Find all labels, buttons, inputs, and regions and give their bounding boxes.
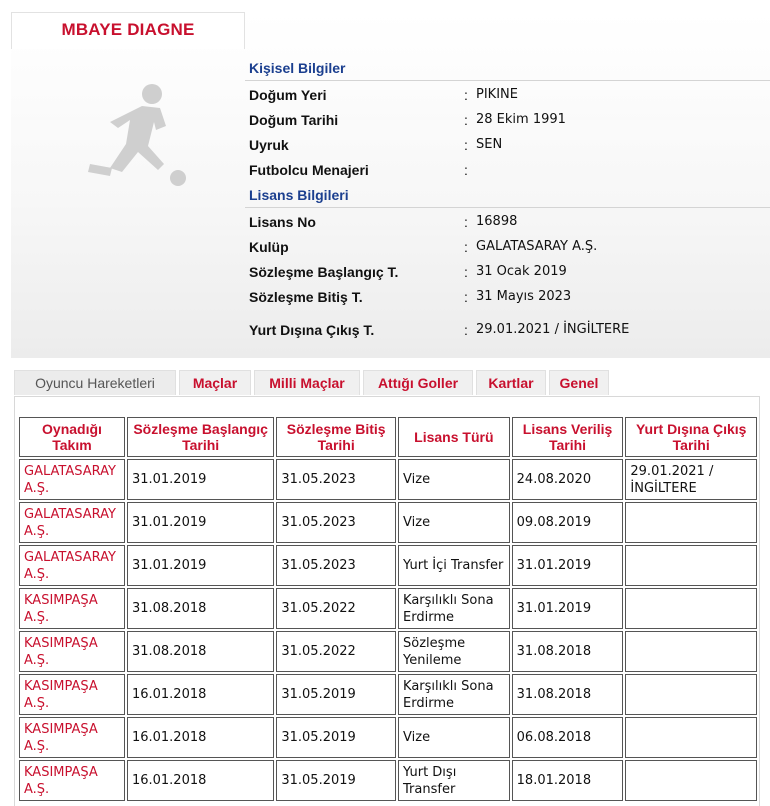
table-row xyxy=(19,631,757,672)
cell-contract-start: 16.01.2018 xyxy=(127,674,274,715)
info-colon: : xyxy=(464,112,468,128)
cell-license-date: 09.08.2019 xyxy=(512,502,624,543)
info-row-club xyxy=(249,239,759,263)
movements-table xyxy=(17,415,759,803)
cell-team[interactable]: GALATASARAY A.Ş. xyxy=(19,502,125,543)
info-label: Doğum Yeri xyxy=(249,87,327,103)
cell-license-date: 18.01.2018 xyxy=(512,760,624,801)
header-contract-start: Sözleşme Başlangıç Tarihi xyxy=(127,417,274,457)
info-colon: : xyxy=(464,322,468,338)
cell-contract-start: 16.01.2018 xyxy=(127,717,274,758)
info-row-nationality xyxy=(249,137,759,161)
cell-contract-end: 31.05.2023 xyxy=(276,545,396,586)
info-label: Futbolcu Menajeri xyxy=(249,162,369,178)
header-license-type: Lisans Türü xyxy=(398,417,510,457)
cell-abroad-exit xyxy=(625,717,757,758)
cell-abroad-exit xyxy=(625,674,757,715)
info-colon: : xyxy=(464,162,468,178)
cell-contract-start: 31.01.2019 xyxy=(127,459,274,500)
table-row xyxy=(19,717,757,758)
info-value: 31 Ocak 2019 xyxy=(476,264,567,279)
info-label: Lisans No xyxy=(249,214,316,230)
cell-license-date: 24.08.2020 xyxy=(512,459,624,500)
tab-goals[interactable]: Attığı Goller xyxy=(363,370,473,395)
header-contract-end: Sözleşme Bitiş Tarihi xyxy=(276,417,396,457)
cell-contract-end: 31.05.2022 xyxy=(276,631,396,672)
cell-team[interactable]: KASIMPAŞA A.Ş. xyxy=(19,674,125,715)
info-value: GALATASARAY A.Ş. xyxy=(476,239,598,254)
info-row-birthplace xyxy=(249,87,759,111)
cell-contract-end: 31.05.2019 xyxy=(276,674,396,715)
table-row xyxy=(19,674,757,715)
tab-matches[interactable]: Maçlar xyxy=(179,370,251,395)
table-row xyxy=(19,760,757,801)
info-value: 28 Ekim 1991 xyxy=(476,112,566,127)
info-value: PIKINE xyxy=(476,87,518,102)
cell-contract-start: 31.08.2018 xyxy=(127,588,274,629)
cell-license-type: Yurt Dışı Transfer xyxy=(398,760,510,801)
cell-license-type: Vize xyxy=(398,502,510,543)
cell-contract-end: 31.05.2023 xyxy=(276,459,396,500)
cell-contract-end: 31.05.2023 xyxy=(276,502,396,543)
cell-license-type: Yurt İçi Transfer xyxy=(398,545,510,586)
cell-license-type: Vize xyxy=(398,459,510,500)
table-row xyxy=(19,545,757,586)
player-silhouette-icon xyxy=(60,80,200,200)
info-label: Uyruk xyxy=(249,137,289,153)
info-row-birthdate xyxy=(249,112,759,136)
info-value: 31 Mayıs 2023 xyxy=(476,289,572,304)
cell-team[interactable]: KASIMPAŞA A.Ş. xyxy=(19,717,125,758)
info-colon: : xyxy=(464,239,468,255)
cell-license-type: Karşılıklı Sona Erdirme xyxy=(398,588,510,629)
section-divider xyxy=(245,80,770,81)
info-colon: : xyxy=(464,87,468,103)
cell-contract-start: 31.08.2018 xyxy=(127,631,274,672)
cell-abroad-exit xyxy=(625,760,757,801)
cell-abroad-exit xyxy=(625,631,757,672)
cell-license-date: 31.08.2018 xyxy=(512,631,624,672)
cell-contract-start: 16.01.2018 xyxy=(127,760,274,801)
info-colon: : xyxy=(464,289,468,305)
info-row-agent xyxy=(249,162,759,186)
cell-team[interactable]: KASIMPAŞA A.Ş. xyxy=(19,588,125,629)
cell-abroad-exit xyxy=(625,502,757,543)
cell-license-date: 31.01.2019 xyxy=(512,545,624,586)
table-row xyxy=(19,502,757,543)
cell-team[interactable]: GALATASARAY A.Ş. xyxy=(19,545,125,586)
player-name-tab xyxy=(11,12,245,49)
tab-cards[interactable]: Kartlar xyxy=(476,370,546,395)
movements-table-container xyxy=(14,396,760,806)
table-header-row xyxy=(19,417,757,457)
info-value: 29.01.2021 / İNGİLTERE xyxy=(476,322,630,337)
info-colon: : xyxy=(464,264,468,280)
info-colon: : xyxy=(464,214,468,230)
info-value: SEN xyxy=(476,137,503,152)
info-row-abroad-exit xyxy=(249,322,759,346)
info-label: Kulüp xyxy=(249,239,289,255)
info-value: 16898 xyxy=(476,214,518,229)
section-divider xyxy=(245,207,770,208)
info-label: Yurt Dışına Çıkış T. xyxy=(249,322,375,338)
cell-contract-start: 31.01.2019 xyxy=(127,545,274,586)
header-license-date: Lisans Veriliş Tarihi xyxy=(512,417,624,457)
cell-contract-end: 31.05.2019 xyxy=(276,760,396,801)
cell-license-date: 06.08.2018 xyxy=(512,717,624,758)
cell-license-type: Karşılıklı Sona Erdirme xyxy=(398,674,510,715)
cell-license-date: 31.01.2019 xyxy=(512,588,624,629)
cell-team[interactable]: GALATASARAY A.Ş. xyxy=(19,459,125,500)
cell-contract-end: 31.05.2022 xyxy=(276,588,396,629)
table-row xyxy=(19,588,757,629)
license-info-title: Lisans Bilgileri xyxy=(249,187,349,203)
table-row xyxy=(19,459,757,500)
tab-general[interactable]: Genel xyxy=(549,370,609,395)
personal-info-title: Kişisel Bilgiler xyxy=(249,60,346,76)
info-row-contract-start xyxy=(249,264,759,288)
cell-abroad-exit: 29.01.2021 / İNGİLTERE xyxy=(625,459,757,500)
cell-team[interactable]: KASIMPAŞA A.Ş. xyxy=(19,631,125,672)
cell-license-date: 31.08.2018 xyxy=(512,674,624,715)
cell-team[interactable]: KASIMPAŞA A.Ş. xyxy=(19,760,125,801)
tab-player-movements[interactable]: Oyuncu Hareketleri xyxy=(14,370,176,395)
cell-license-type: Vize xyxy=(398,717,510,758)
info-colon: : xyxy=(464,137,468,153)
header-abroad-exit: Yurt Dışına Çıkış Tarihi xyxy=(625,417,757,457)
header-team: Oynadığı Takım xyxy=(19,417,125,457)
tab-national-matches[interactable]: Milli Maçlar xyxy=(254,370,360,395)
cell-license-type: Sözleşme Yenileme xyxy=(398,631,510,672)
cell-contract-start: 31.01.2019 xyxy=(127,502,274,543)
info-label: Sözleşme Bitiş T. xyxy=(249,289,363,305)
info-label: Doğum Tarihi xyxy=(249,112,339,128)
info-row-contract-end xyxy=(249,289,759,313)
cell-abroad-exit xyxy=(625,588,757,629)
info-row-license-no xyxy=(249,214,759,238)
player-name: MBAYE DIAGNE xyxy=(61,20,195,39)
cell-abroad-exit xyxy=(625,545,757,586)
cell-contract-end: 31.05.2019 xyxy=(276,717,396,758)
info-label: Sözleşme Başlangıç T. xyxy=(249,264,399,280)
